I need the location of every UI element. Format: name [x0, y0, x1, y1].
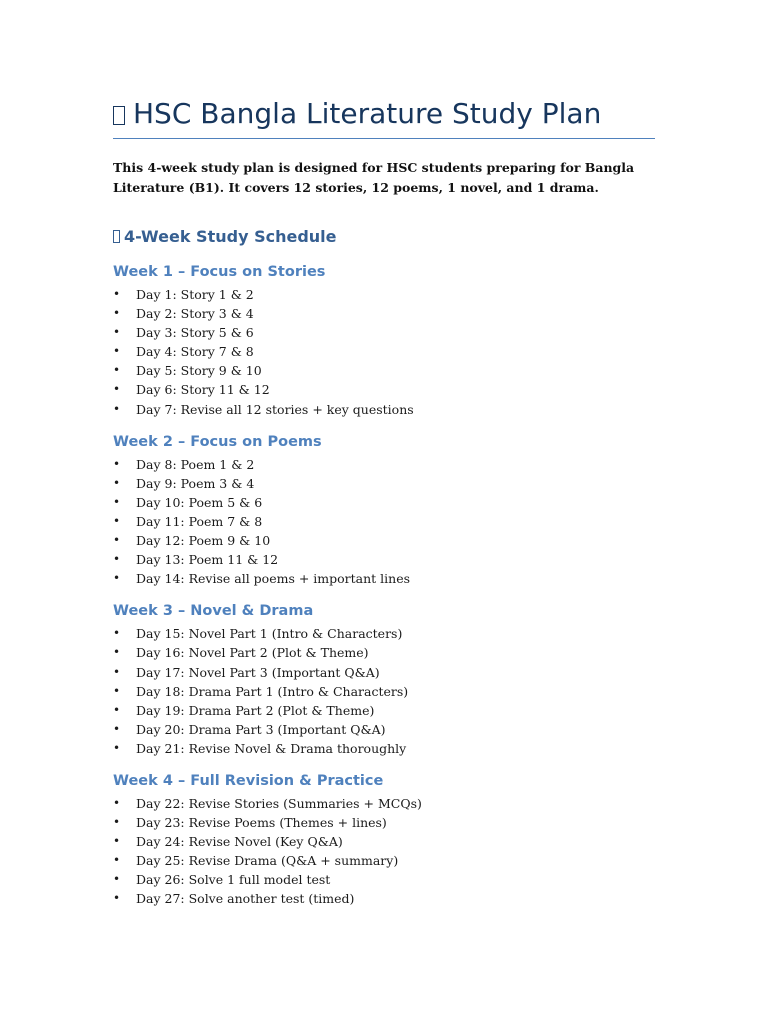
list-item-text: Day 14: Revise all poems + important lines	[136, 571, 411, 587]
missing-glyph-icon	[113, 230, 120, 243]
bullet-icon: •	[113, 571, 121, 586]
list-item	[113, 813, 655, 832]
bullet-icon: •	[113, 494, 121, 509]
bullet-icon: •	[113, 721, 121, 736]
bullet-icon: •	[113, 533, 121, 548]
list-item	[113, 739, 655, 758]
list-item-text: Day 2: Story 3 & 4	[136, 306, 254, 322]
list-item	[113, 701, 655, 720]
list-item	[113, 720, 655, 739]
week-3-section	[113, 601, 655, 758]
list-item-text: Day 25: Revise Drama (Q&A + summary)	[136, 853, 399, 869]
list-item-text: Day 10: Poem 5 & 6	[136, 494, 263, 510]
week-heading: Week 1 – Focus on Stories	[113, 264, 326, 280]
list-item-text: Day 20: Drama Part 3 (Important Q&A)	[136, 721, 386, 737]
list-item-text: Day 13: Poem 11 & 12	[136, 552, 279, 568]
list-item	[113, 663, 655, 682]
list-item-text: Day 3: Story 5 & 6	[136, 325, 254, 341]
list-item-text: Day 6: Story 11 & 12	[136, 382, 270, 398]
bullet-icon: •	[113, 344, 121, 359]
list-item-text: Day 22: Revise Stories (Summaries + MCQs)	[136, 795, 422, 811]
list-item-text: Day 15: Novel Part 1 (Intro & Characters)	[136, 626, 403, 642]
list-item	[113, 682, 655, 701]
week-heading: Week 2 – Focus on Poems	[113, 433, 322, 450]
schedule-heading	[113, 226, 655, 248]
list-item	[113, 832, 655, 851]
bullet-icon: •	[113, 795, 121, 810]
bullet-icon: •	[113, 891, 121, 906]
bullet-icon: •	[113, 683, 121, 698]
day-list	[113, 794, 655, 909]
bullet-icon: •	[113, 626, 121, 641]
list-item-text: Day 4: Story 7 & 8	[136, 344, 254, 360]
bullet-icon: •	[113, 834, 121, 849]
list-item	[113, 474, 655, 493]
week-2-section	[113, 432, 655, 589]
list-item	[113, 870, 655, 889]
bullet-icon: •	[113, 552, 121, 567]
list-item-text: Day 12: Poem 9 & 10	[136, 533, 271, 549]
list-item	[113, 455, 655, 474]
list-item-text: Day 8: Poem 1 & 2	[136, 456, 255, 472]
bullet-icon: •	[113, 287, 121, 301]
bullet-icon: •	[113, 475, 121, 490]
bullet-icon: •	[113, 325, 121, 340]
list-item	[113, 285, 655, 304]
bullet-icon: •	[113, 664, 121, 679]
list-item	[113, 643, 655, 662]
list-item	[113, 794, 655, 813]
list-item	[113, 323, 655, 342]
intro-paragraph: This 4-week study plan is designed for HSC students preparing for Bangla Literature (B1). It covers 12 stories, 12 poems, 1 novel, and 1 drama.	[113, 160, 635, 195]
list-item	[113, 550, 655, 569]
list-item-text: Day 16: Novel Part 2 (Plot & Theme)	[136, 645, 369, 661]
list-item	[113, 400, 655, 419]
list-item-text: Day 19: Drama Part 2 (Plot & Theme)	[136, 702, 375, 718]
list-item-text: Day 11: Poem 7 & 8	[136, 513, 263, 529]
list-item	[113, 304, 655, 323]
list-item-text: Day 26: Solve 1 full model test	[136, 872, 331, 888]
bullet-icon: •	[113, 306, 121, 321]
list-item	[113, 361, 655, 380]
list-item-text: Day 18: Drama Part 1 (Intro & Characters)	[136, 683, 409, 699]
list-item-text: Day 17: Novel Part 3 (Important Q&A)	[136, 664, 380, 680]
list-item	[113, 531, 655, 550]
list-item-text: Day 9: Poem 3 & 4	[136, 475, 255, 491]
bullet-icon: •	[113, 815, 121, 830]
list-item	[113, 569, 655, 588]
list-item-text: Day 24: Revise Novel (Key Q&A)	[136, 834, 343, 850]
list-item-text: Day 7: Revise all 12 stories + key questions	[136, 401, 414, 417]
list-item	[113, 889, 655, 908]
list-item	[113, 380, 655, 399]
list-item-text: Day 27: Solve another test (timed)	[136, 891, 355, 907]
list-item	[113, 342, 655, 361]
bullet-icon: •	[113, 740, 121, 755]
bullet-icon: •	[113, 456, 121, 471]
day-list	[113, 455, 655, 589]
day-list	[113, 624, 655, 758]
list-item-text: Day 23: Revise Poems (Themes + lines)	[136, 815, 387, 831]
bullet-icon: •	[113, 382, 121, 397]
week-heading: Week 4 – Full Revision & Practice	[113, 772, 384, 789]
list-item-text: Day 5: Story 9 & 10	[136, 363, 262, 379]
missing-glyph-icon	[113, 106, 125, 125]
week-heading: Week 3 – Novel & Drama	[113, 603, 314, 620]
list-item-text: Day 21: Revise Novel & Drama thoroughly	[136, 740, 407, 756]
list-item-text: Day 1: Story 1 & 2	[136, 287, 254, 302]
bullet-icon: •	[113, 645, 121, 660]
document-page	[113, 96, 655, 909]
bullet-icon: •	[113, 363, 121, 378]
list-item	[113, 851, 655, 870]
page-title	[113, 96, 655, 139]
list-item	[113, 512, 655, 531]
list-item	[113, 624, 655, 643]
bullet-icon: •	[113, 702, 121, 717]
bullet-icon: •	[113, 513, 121, 528]
day-list	[113, 285, 655, 419]
bullet-icon: •	[113, 401, 121, 416]
bullet-icon: •	[113, 872, 121, 887]
week-4-section	[113, 771, 655, 909]
schedule-heading-text: 4-Week Study Schedule	[124, 227, 337, 246]
page-title-text: HSC Bangla Literature Study Plan	[133, 97, 602, 130]
week-1-section	[113, 262, 655, 419]
list-item	[113, 493, 655, 512]
bullet-icon: •	[113, 853, 121, 868]
